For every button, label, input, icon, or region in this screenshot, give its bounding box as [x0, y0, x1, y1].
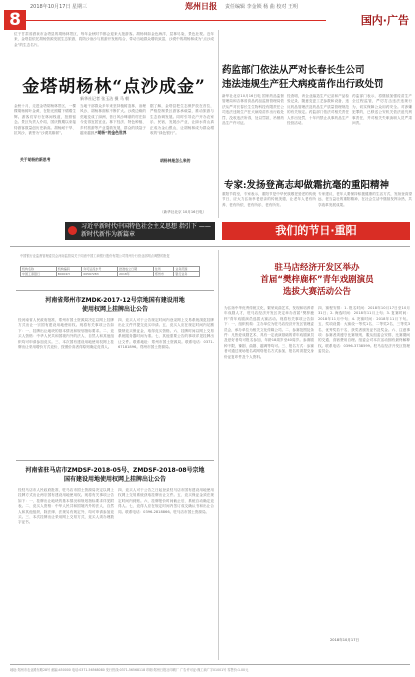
column-divider — [218, 30, 219, 218]
left-article-byline: 新华社记者 张玉洁 摄 马 朝 — [80, 96, 130, 101]
right-title-line-2: 违法违规生产狂犬病疫苗作出行政处罚 — [222, 79, 384, 90]
event-title-line-1: 驻马店经济开发区举办 — [274, 263, 360, 273]
left-article-column-2: 当地干部群众多年来坚持植树造林，治理风沙，胡杨林面积不断扩大。沙漠边缘的荒地变成了绿洲，昔日风沙肆虐的村庄如今变得宜居宜业。林下经济、特色种植、乡村旅游等产业蓬勃发展，群众的钱袋子越来越鼓。 — [80, 104, 146, 136]
event-title-line-2: 首届“樊梓鹿杯”青年戏剧演员 — [260, 275, 374, 285]
page-footer: 地址:郑州市农业路东路28号 邮编:450000 电话:0371-56568080 发行热线:0371-56568118 印刷:郑州日报社印刷厂 广告许可证:豫工商广字01001号 零售价:1.00元 — [10, 664, 410, 672]
event-notice-date: 2018年10月17日 — [330, 638, 360, 642]
notice-divider-1 — [16, 290, 214, 291]
land-notice-2-title-line-2: 国有建设用地使用权网上挂牌出让公告 — [63, 476, 166, 483]
right-article-column-2: 经查明，该企业编造生产记录和产品检验记录，随意变更工艺参数和设备，违反药品管理法及药品生产质量管理规范的有关规定。药监部门依法对相关责任人作出处罚，十年内禁止从事药品生产经营活动。 — [287, 94, 349, 126]
left-article-title: 金塔胡杨林“点沙成金” — [22, 77, 206, 97]
issue-date: 2018年10月17日 星期三 — [30, 4, 88, 10]
theme-banner-text: 习近平新时代中国特色社会主义思想 指引下 —— 新时代新作为新篇章 — [81, 223, 211, 238]
bank-notice-table: 机构名称 机构编码 许可证流水号 批准成立日期 住所 业务范围 中国工商银行 B0001H 00567283 2018年 郑州市 银行业务 — [20, 266, 200, 277]
masthead: 郑州日报 — [185, 1, 217, 11]
land-notice-1-title-line-2: 使用权网上挂牌出让公告 — [81, 306, 148, 313]
land-notice-1-column-2: 四、竞买人可于公告规定时间内登录网上交易系统浏览挂牌出让文件并提交竞买申请。五、竞买人应在规定时间内足额缴纳竞买保证金，取得竞买资格。六、挂牌时间以网上交易系统服务器时间为准。七、其他需要公告的事项详见挂牌出让文件。联系地址：郑州市国土资源局。联系电话：0371-67181896。郑州市国土资源局。 — [118, 318, 214, 350]
event-notice-title — [222, 262, 412, 298]
land-notice-2-column-2: 四、竞买人可于公告之日起登录驻马店市国有建设用地使用权网上交易系统获取挂牌出让文件。五、竞买保证金须在规定时间内到账。六、挂牌报价时间截止后，系统自动确定竞得人。七、竞得人应在规定时间内签订成交确认书和出让合同。联系电话：0396-2818866。驻马店市国土资源局。 — [118, 488, 214, 514]
bank-notice: 中国银行业监督管理委员会河南监管局关于同意中国工商银行股份有限公司郑州分行营业部网点调整的批复 — [20, 254, 170, 258]
ad-column-divider — [218, 250, 219, 660]
right-article-column-3: 药监部门表示，将继续加强疫苗生产全过程监管，严厉打击违法违规行为，切实保障公众用药安全。对涉嫌犯罪的，已移送公安机关依法追究刑事责任，并对相关失职渎职人员严肃问责。 — [352, 94, 412, 126]
event-notice-column-1: 为弘扬中华优秀传统文化，繁荣戏曲艺术，发现和培养青年戏剧人才，驻马店经济开发区决定举办首届“樊梓鹿杯”青年戏剧演员选拔大赛活动。现将有关事项公告如下：一、组织机构：主办单位为驻马店经济开发区管理委员会，承办单位为相关文化传媒公司。二、参赛范围及条件：凡热爱戏剧艺术、具有一定表演基础的青年戏剧演员及爱好者均可报名参加，年龄18周岁至40周岁。参赛剧种不限，豫剧、曲剧、越调等均可。三、报名方式：参赛者可通过现场报名或网络报名方式参加，报名时须提交身份证复印件及个人资料。 — [224, 306, 314, 359]
top-bar — [0, 0, 415, 12]
right-sub-article-column-2: 专家建议，老年人要保持积极健康的生活方式，发扬登高望远、老当益壮的重阳精神，在社会生活中继续发挥余热，共享改革发展成果。 — [318, 192, 412, 207]
left-article-column-1: 金秋十月，走进金塔胡杨林景区，一棵棵胡杨树叶金黄，在阳光照耀下熠熠生辉。游客们穿行在林间栈道，拍照留念。景区负责人介绍，国庆假期以来接待游客数量创历史新高。胡杨耐干旱、抗风沙，被誉为“沙漠英雄树”。 — [14, 104, 76, 136]
land-notice-1-title — [16, 296, 214, 314]
editor-line: 责任编辑 李金锁 杨 曲 校对 王明 — [225, 4, 298, 10]
right-article-column-1: 新华社北京10月16日电 国家药品监督管理局和吉林省食品药品监督管理局依法从严对长春长生生物科技有限责任公司违法违规生产狂犬病疫苗作出行政处罚，没收违法所得，处以罚款，吊销药品生产许可证。 — [222, 94, 284, 126]
theme-banner — [65, 222, 215, 240]
left-article-column-3: 据了解，金塔县把生态保护放在首位，严格控制景区游客承载量，推动旅游与生态协调发展。同时引导农户开办农家乐、民宿，发展沙产业，让绿水青山真正成为金山银山，让胡杨林成为群众增收的“绿色银行”。 — [150, 104, 214, 136]
land-notice-2-title — [16, 466, 214, 484]
land-notice-2-column-1: 经驻马店市人民政府批准，驻马店市国土资源局决定以网上挂牌方式出让两宗国有建设用地使用权。现将有关事项公告如下：一、挂牌出让地块的基本情况和规划指标要求详见附表。二、竞买人资格：中华人民共和国境内外的法人、自然人和其他组织，除法律、法规另有规定外，均可申请参加竞买。三、本次挂牌出让采用网上交易方式，竞买人须办理数字证书。 — [18, 488, 114, 525]
left-subhead-1: “胡杨”的金色世界 — [95, 130, 127, 135]
left-subhead-2: 关于胡杨的新思考 — [20, 157, 51, 162]
left-article-lead: 位于甘肃省酒泉市金塔县的胡杨林景区，每年金秋时节都会迎来大批游客。胡杨林如金色海洋，层林尽染，景色壮观。近年来，金塔县依托胡杨资源发展生态旅游，将防沙治沙与旅游开发相结合，带动当地群众增收致富，沙漠中的胡杨林成为“点沙成金”的生态名片。 — [14, 32, 214, 47]
land-notice-2-title-line-1: 河南省驻马店市ZMDSF-2018-05号、ZMDSF-2018-08号宗地 — [25, 467, 205, 474]
right-sub-article-column-1: 重阳节将至，专家表示，重阳节是中华民族敬老爱老的传统节日，应大力弘扬孝老爱亲的传统美德，让老年人老有所养、老有所依、老有所乐、老有所安。 — [222, 192, 316, 207]
party-emblem-icon — [68, 226, 77, 235]
right-title-line-1: 药监部门依法从严对长春长生公司 — [222, 65, 365, 76]
section-bar — [26, 12, 415, 28]
left-subhead-3: 胡杨林是怎么来的 — [160, 158, 191, 163]
page-number: 8 — [4, 10, 26, 30]
left-article-note: （新华社北京 10月16日电） — [160, 210, 207, 214]
festival-banner: 我们的节日·重阳 — [222, 222, 410, 240]
land-notice-1-column-1: 经河南省人民政府批准，郑州市国土资源局决定以网上挂牌方式出让一宗国有建设用地使用权。现将有关事项公告如下：一、挂牌出让地块的基本情况和规划指标要求。二、竞买人资格：中华人民共和国境内外的法人、自然人和其他组织均可申请参加竞买。三、本次国有建设用地使用权网上挂牌出让采用增价方式竞价，按照价高者得原则确定竞得人。 — [18, 318, 114, 350]
right-article-subtitle: 专家:发扬登高志却做霜抗毫的重阳精神 — [224, 180, 390, 191]
event-notice-column-2: 四、赛程安排：1. 报名时间：2018年10月17日至10月31日；2. 海选时间：2018年11月上旬；3. 复赛时间：2018年11月中旬；4. 决赛时间：2018年11月下旬。五、奖项设置：大赛设一等奖1名、二等奖2名、三等奖3名、优秀奖若干名，获奖者颁发证书及奖金。六、注意事项：参赛者须遵守比赛规则，服从组委会安排，比赛期间的交通、食宿费用自理。组委会对本次活动拥有最终解释权。联系电话：0396-3738599。驻马店经济开发区管理委员会。 — [318, 306, 410, 354]
land-notice-1-title-line-1: 河南省郑州市ZMDK-2017-12号宗地国有建设用地 — [45, 297, 185, 304]
section-title: 国内·广告 — [360, 14, 409, 27]
section-rule — [26, 20, 326, 21]
event-title-line-3: 选拔大赛活动公告 — [282, 287, 351, 297]
notice-divider-2 — [16, 460, 214, 461]
ad-section-divider — [10, 246, 410, 247]
right-article-title — [222, 64, 412, 92]
